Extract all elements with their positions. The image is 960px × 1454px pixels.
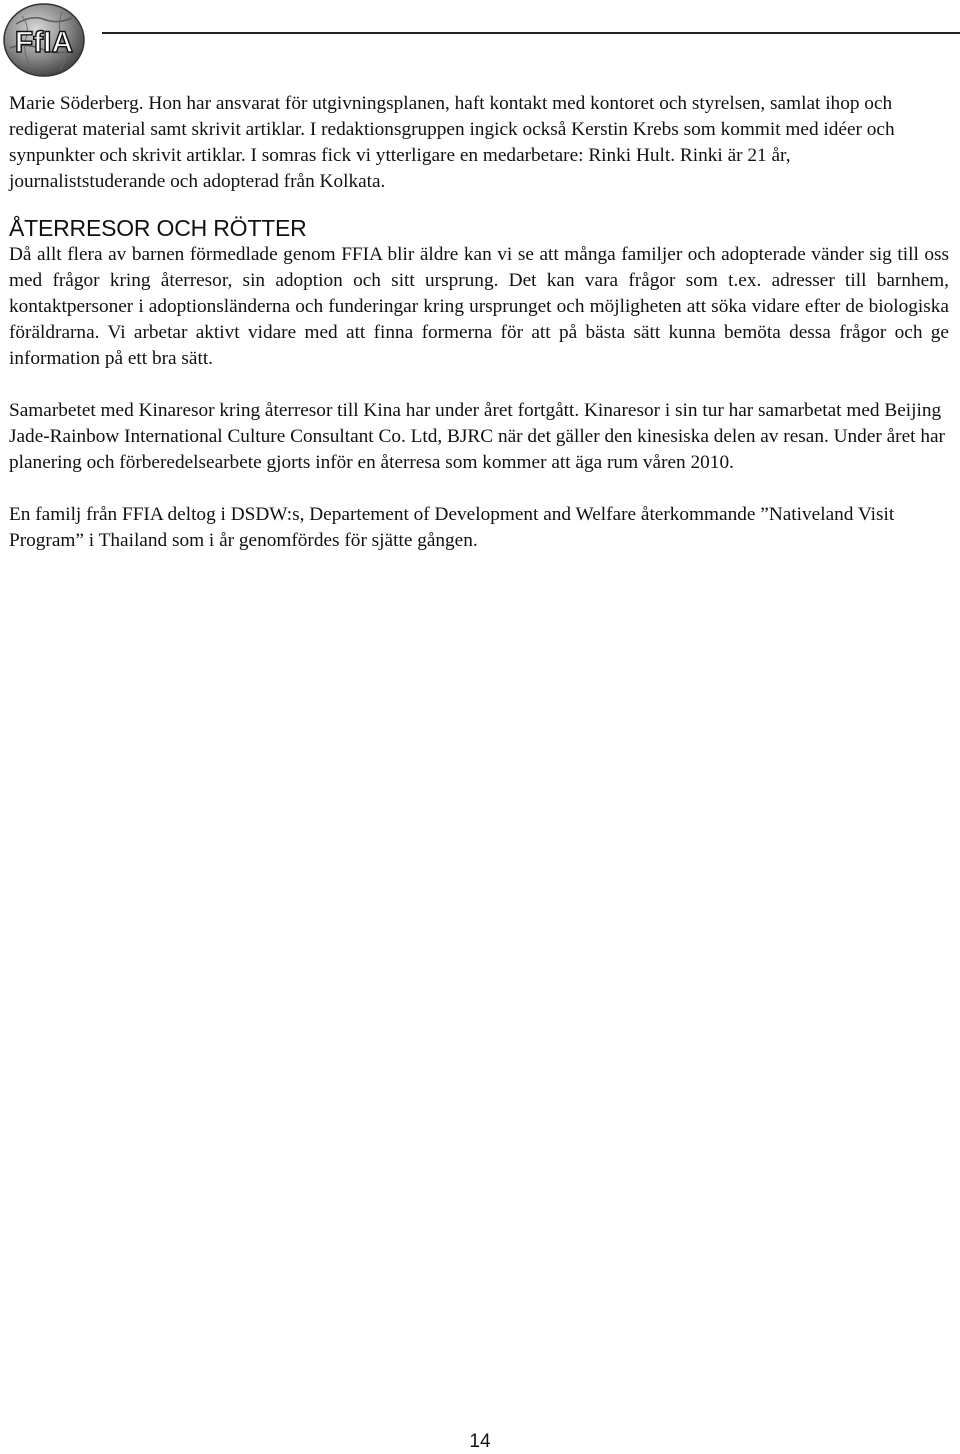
section-paragraph-3: En familj från FFIA deltog i DSDW:s, Departement of Development and Welfare återkommande ”Nativeland Visit Program” i Thailand som i år genomfördes för sjätte gången. xyxy=(9,504,895,551)
page-number: 14 xyxy=(469,1431,491,1452)
section-paragraph-2: Samarbetet med Kinaresor kring återresor till Kina har under året fortgått. Kinaresor i sin tur har samarbetat med Beijing Jade-Rainbow International Culture Consultant Co. Ltd, BJRC när det gäller den kinesiska delen av resan. Under året har planering och förberedelsearbete gjorts inför en återresa som kommer att äga rum våren 2010. xyxy=(9,400,945,473)
section-paragraph-1: Då allt flera av barnen förmedlade genom FFIA blir äldre kan vi se att många familjer och adopterade vänder sig till oss med frågor kring återresor, sin adoption och sitt ursprung. Det kan vara frågor som t.ex. adresser till barnhem, kontaktpersoner i adoptionsländerna och funderingar kring ursprunget och möjligheten att söka vidare efter de biologiska föräldrarna. Vi arbetar aktivt vidare med att finna formerna för att på bästa sätt kunna bemöta dessa frågor och ge information på ett bra sätt. xyxy=(9,244,949,369)
intro-paragraph: Marie Söderberg. Hon har ansvarat för utgivningsplanen, haft kontakt med kontoret och styrelsen, samlat ihop och redigerat material samt skrivit artiklar. I redaktionsgruppen ingick också Kerstin Krebs som kommit med idéer och synpunkter och skrivit artiklar. I somras fick vi ytterligare en medarbetare: Rinki Hult. Rinki är 21 år, journaliststuderande och adopterad från Kolkata. xyxy=(9,93,895,192)
section-heading: ÅTERRESOR OCH RÖTTER xyxy=(9,215,307,241)
header-rule xyxy=(102,32,960,34)
ffia-logo xyxy=(2,2,86,78)
document-body xyxy=(9,91,949,554)
logo-text: FfIA xyxy=(14,26,74,59)
